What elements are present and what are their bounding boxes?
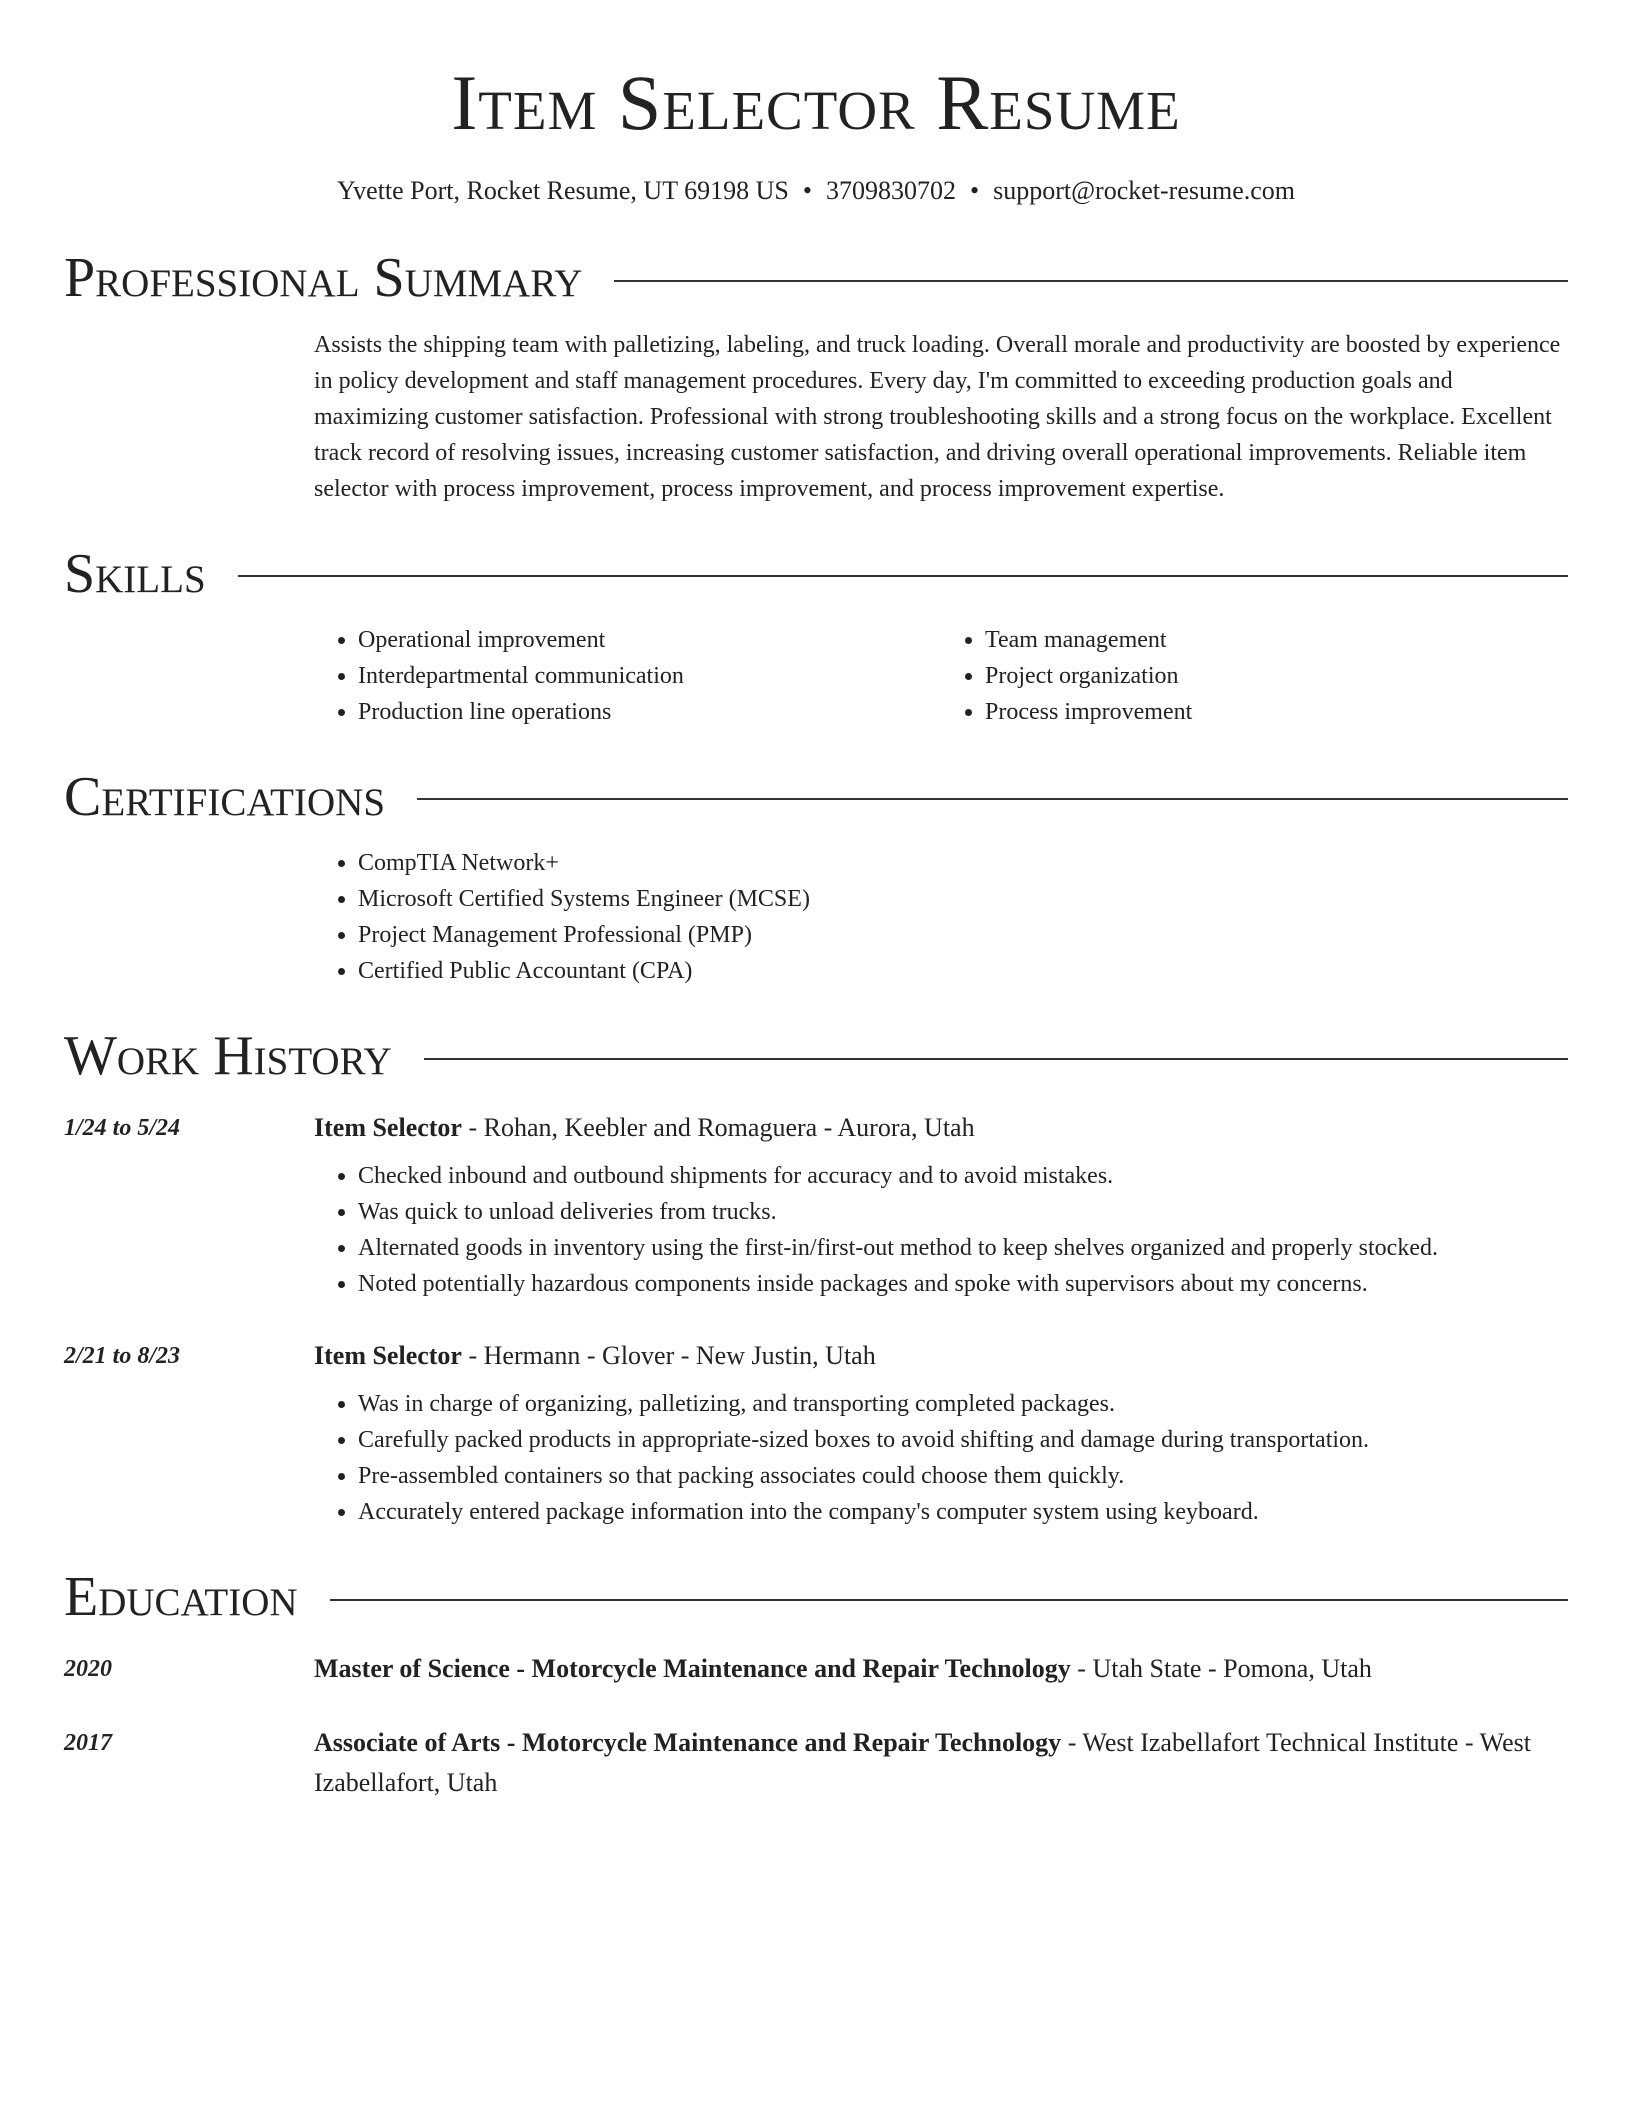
job-title: Item Selector — [314, 1113, 462, 1143]
section-rule — [424, 1058, 1568, 1060]
job-entry — [64, 1336, 1568, 1530]
skill-item: • Interdepartmental communication — [358, 658, 941, 694]
skill-item: • Team management — [985, 622, 1568, 658]
job-main — [314, 1108, 1568, 1302]
job-bullet: • Alternated goods in inventory using the first-in/first-out method to keep shelves organized and properly stocked. — [358, 1230, 1568, 1266]
education-degree: Master of Science - Motorcycle Maintenance and Repair Technology — [314, 1654, 1071, 1684]
skill-item: • Operational improvement — [358, 622, 941, 658]
job-bullet: • Carefully packed products in appropriate-sized boxes to avoid shifting and damage during transportation. — [358, 1422, 1568, 1458]
summary-text: Assists the shipping team with palletizing, labeling, and truck loading. Overall morale and productivity are boosted by experience in policy development and staff management procedures. Every day, I'm committed to exceeding production goals and maximizing customer satisfaction. Professional with strong troubleshooting skills and a strong focus on the workplace. Excellent track record of resolving issues, increasing customer satisfaction, and driving overall operational improvements. Reliable item selector with process improvement, process improvement, and process improvement expertise. — [314, 331, 1561, 502]
certifications-list — [314, 845, 1568, 989]
skill-item: • Production line operations — [358, 694, 941, 730]
certification-item: • Certified Public Accountant (CPA) — [358, 953, 1568, 989]
job-bullets — [314, 1386, 1568, 1530]
education-degree: Associate of Arts - Motorcycle Maintenance and Repair Technology — [314, 1728, 1062, 1758]
summary-section — [64, 245, 1568, 506]
job-title: Item Selector — [314, 1341, 462, 1371]
skills-list-left — [314, 622, 941, 730]
education-details: - Utah State - Pomona, Utah — [1070, 1654, 1372, 1684]
summary-heading-row — [64, 245, 1568, 312]
certification-item: • Microsoft Certified Systems Engineer (MCSE) — [358, 881, 1568, 917]
education-heading: Education — [64, 1566, 298, 1629]
section-rule — [614, 280, 1568, 282]
education-details: - West Izabellafort Technical Institute - West Izabellafort, Utah — [314, 1728, 1531, 1798]
contact-address: Yvette Port, Rocket Resume, UT 69198 US — [336, 175, 789, 205]
skills-heading: Skills — [64, 542, 206, 605]
education-main — [314, 1723, 1568, 1803]
section-rule — [330, 1599, 1568, 1601]
resume-title: Item Selector Resume — [451, 59, 1181, 146]
certifications-body — [314, 845, 1568, 989]
education-entry — [64, 1723, 1568, 1803]
work-heading: Work History — [64, 1024, 392, 1087]
certification-item: • Project Management Professional (PMP) — [358, 917, 1568, 953]
skills-grid — [314, 622, 1568, 730]
section-rule — [417, 798, 1568, 800]
job-entry — [64, 1108, 1568, 1302]
job-bullet: • Was quick to unload deliveries from trucks. — [358, 1194, 1568, 1230]
education-entry — [64, 1649, 1568, 1689]
job-bullets — [314, 1158, 1568, 1302]
section-rule — [238, 575, 1568, 577]
skill-item: • Process improvement — [985, 694, 1568, 730]
certifications-heading: Certifications — [64, 765, 386, 828]
job-bullet: • Was in charge of organizing, palletizing, and transporting completed packages. — [358, 1386, 1568, 1422]
education-main — [314, 1649, 1568, 1689]
job-main — [314, 1336, 1568, 1530]
education-header — [314, 1723, 1568, 1803]
skills-list-right — [941, 622, 1568, 730]
job-bullet: • Checked inbound and outbound shipments for accuracy and to avoid mistakes. — [358, 1158, 1568, 1194]
job-bullet: • Accurately entered package information into the company's computer system using keyboard. — [358, 1494, 1568, 1530]
skill-item: • Project organization — [985, 658, 1568, 694]
education-heading-row — [64, 1564, 1568, 1631]
job-header — [314, 1336, 1568, 1376]
job-details: - Hermann - Glover - New Justin, Utah — [461, 1341, 876, 1371]
education-year: 2017 — [64, 1730, 112, 1757]
skills-section — [64, 541, 1568, 730]
contact-separator: • — [802, 175, 812, 205]
summary-body — [314, 327, 1568, 507]
skills-heading-row — [64, 541, 1568, 608]
education-header — [314, 1649, 1568, 1689]
education-year: 2020 — [64, 1656, 112, 1683]
certifications-section — [64, 764, 1568, 989]
job-details: - Rohan, Keebler and Romaguera - Aurora, Utah — [461, 1113, 975, 1143]
job-bullet: • Pre-assembled containers so that packing associates could choose them quickly. — [358, 1458, 1568, 1494]
summary-heading: Professional Summary — [64, 247, 583, 310]
work-heading-row — [64, 1023, 1568, 1090]
contact-line — [64, 174, 1568, 208]
education-section — [64, 1564, 1568, 1803]
contact-phone: 3709830702 — [825, 175, 956, 205]
job-dates: 2/21 to 8/23 — [64, 1343, 181, 1370]
job-dates: 1/24 to 5/24 — [64, 1115, 181, 1142]
job-bullet: • Noted potentially hazardous components inside packages and spoke with supervisors about my concerns. — [358, 1266, 1568, 1302]
certifications-heading-row — [64, 764, 1568, 831]
contact-separator: • — [969, 175, 980, 205]
work-history-section — [64, 1023, 1568, 1530]
job-header — [314, 1108, 1568, 1148]
certification-item: • CompTIA Network+ — [358, 845, 1568, 881]
contact-email: support@rocket-resume.com — [993, 175, 1296, 205]
